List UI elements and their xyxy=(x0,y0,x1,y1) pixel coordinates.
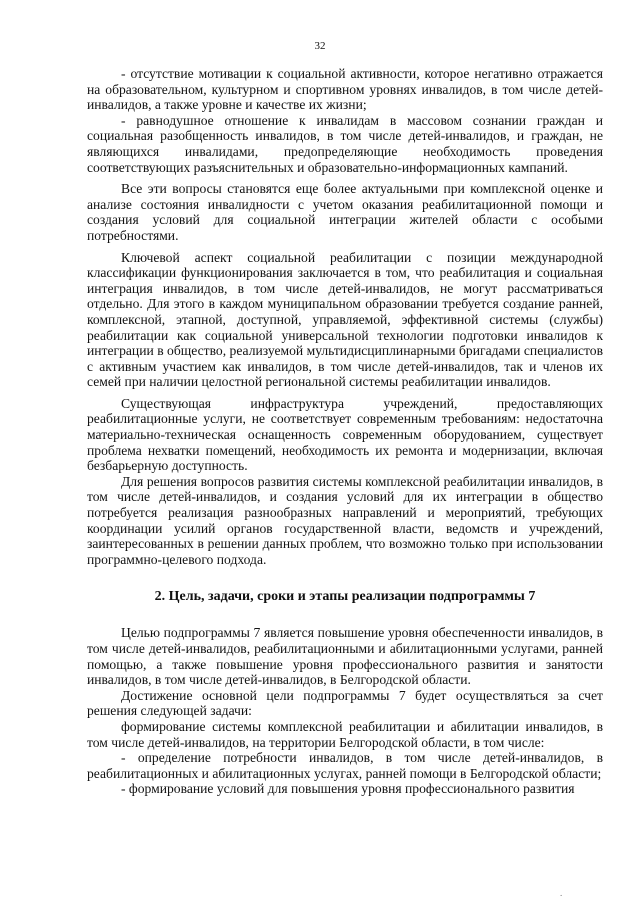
scan-mark: . xyxy=(560,888,563,898)
paragraph: Существующая инфраструктура учреждений, предоставляющих реабилитационные услуги, не соответствует современным требованиям: недостаточна материально-техническая оснащенность современным оборудованием, существует проблема нехватки помещений, необходимость их ремонта и модернизации, включая безбарьерную доступность. xyxy=(87,395,603,474)
page-number: 32 xyxy=(314,40,326,52)
document-body xyxy=(87,66,603,797)
paragraph: Все эти вопросы становятся еще более актуальными при комплексной оценке и анализе состояния инвалидности с учетом оказания реабилитационной помощи и создания условий для социальной интеграции жителей области с особыми потребностями. xyxy=(87,181,603,243)
paragraph: Достижение основной цели подпрограммы 7 будет осуществляться за счет решения следующей задачи: xyxy=(87,687,603,719)
paragraph: - определение потребности инвалидов, в том числе детей-инвалидов, в реабилитационных и абилитационных услугах, ранней помощи в Белгородской области; xyxy=(87,750,603,781)
paragraph: формирование системы комплексной реабилитации и абилитации инвалидов, в том числе детей-инвалидов, на территории Белгородской области, в том числе: xyxy=(87,718,603,750)
paragraph: Целью подпрограммы 7 является повышение уровня обеспеченности инвалидов, в том числе детей-инвалидов, реабилитационными и абилитационными услугами, ранней помощью, а также повышение уровня профессионального развития и занятости инвалидов, в том числе детей-инвалидов, в Белгородской области. xyxy=(87,625,603,688)
paragraph: - равнодушное отношение к инвалидам в массовом сознании граждан и социальная разобщенность инвалидов, в том числе детей-инвалидов, и граждан, не являющихся инвалидами, предопределяющие необходимость проведения соответствующих разъяснительных и образовательно-информационных кампаний. xyxy=(87,112,603,175)
paragraph: Для решения вопросов развития системы комплексной реабилитации инвалидов, в том числе детей-инвалидов, и создания условий для их интеграции в общество потребуется реализация разнообразных направлений и мероприятий, требующих координации усилий органов государственной власти, ведомств и учреждений, заинтересованных в решении данных проблем, что возможно только при использовании программно-целевого подхода. xyxy=(87,473,603,567)
paragraph: Ключевой аспект социальной реабилитации с позиции международной классификации функционирования заключается в том, что реабилитация и социальная интеграция инвалидов, в том числе детей-инвалидов, не могут рассматриваться отдельно. Для этого в каждом муниципальном образовании требуется создание ранней, комплексной, этапной, доступной, управляемой, эффективной системы (службы) реабилитации как социальной универсальной технологии подготовки инвалидов к интеграции в общество, реализуемой мультидисциплинарными бригадами специалистов с активным участием как инвалидов, в том числе детей-инвалидов, так и членов их семей при наличии целостной региональной системы реабилитации инвалидов. xyxy=(87,249,603,390)
section-heading: 2. Цель, задачи, сроки и этапы реализации подпрограммы 7 xyxy=(154,589,536,605)
paragraph: - отсутствие мотивации к социальной активности, которое негативно отражается на образовательном, культурном и спортивном уровнях инвалидов, в том числе детей-инвалидов, а также уровне и качестве их жизни; xyxy=(87,66,603,113)
paragraph: - формирование условий для повышения уровня профессионального развития xyxy=(121,781,575,797)
